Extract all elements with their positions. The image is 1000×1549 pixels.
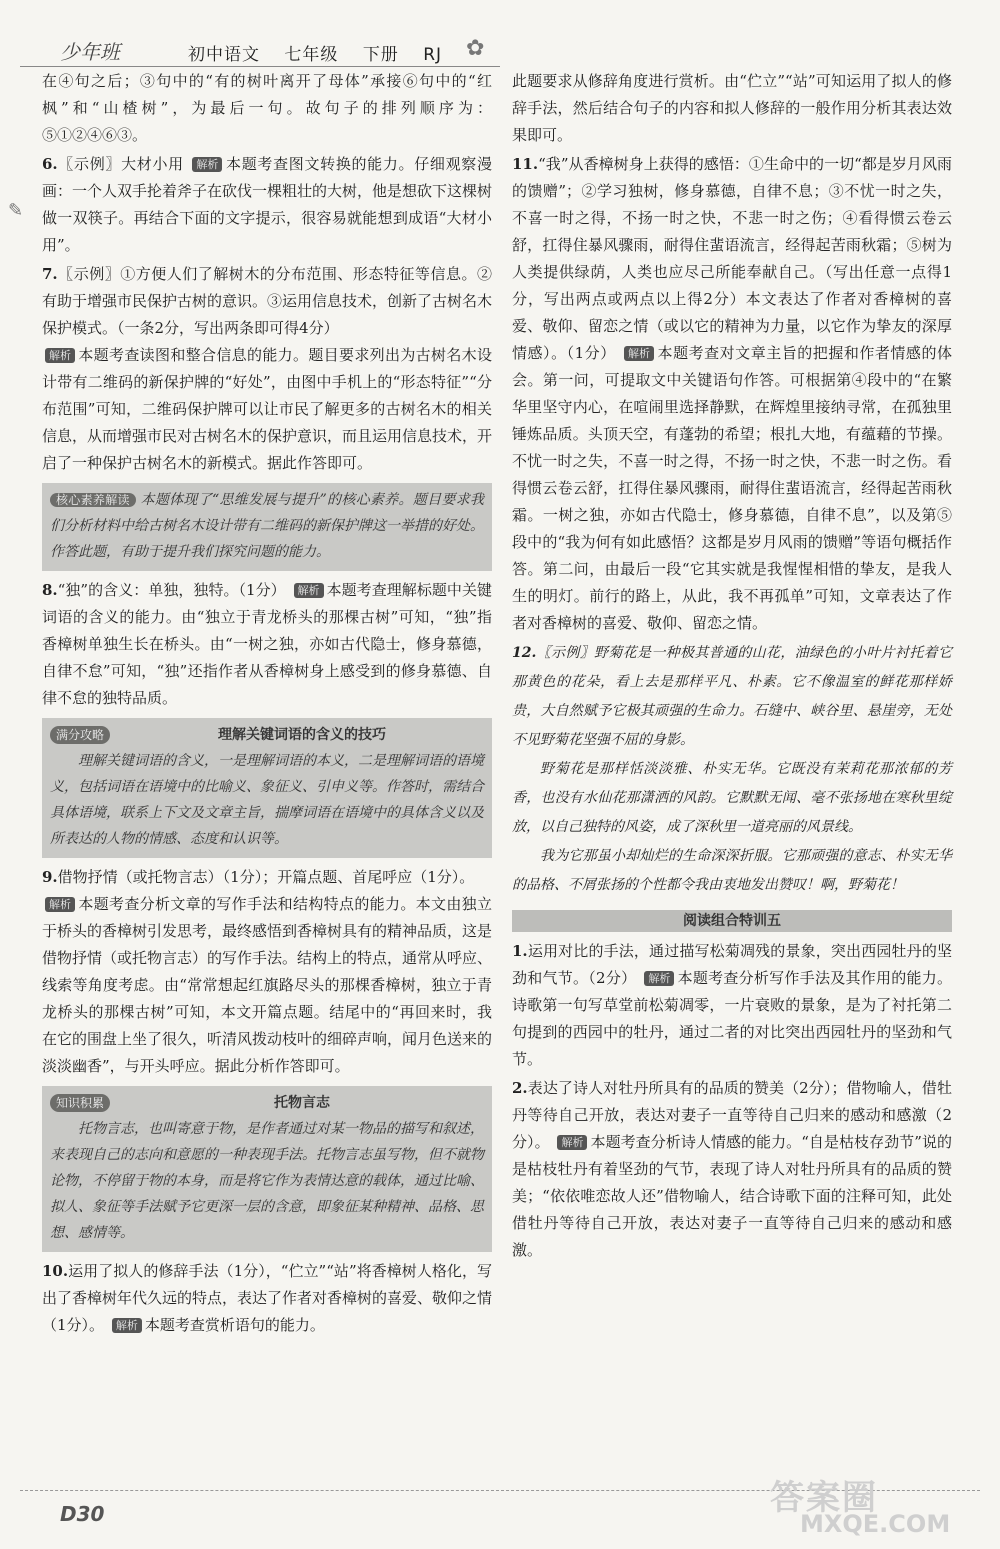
analysis-tag: 解析 — [45, 897, 75, 912]
doodle-deco-icon: ✎ — [8, 200, 24, 221]
q6-answer: 6.〖示例〗大材小用 解析 本题考查图文转换的能力。仔细观察漫画：一个人双手抡着斧子在砍伐一棵粗壮的大树，他是想砍下这棵树做一双筷子。再结合下面的文字提示，很容易就能想到成语“大材小用”。 — [42, 155, 493, 254]
analysis-tag: 解析 — [624, 346, 654, 361]
knowledge-label: 知识积累 — [50, 1094, 110, 1112]
q12-paragraph-2: 野菊花是那样恬淡淡雅、朴实无华。它既没有茉莉花那浓郁的芳香，也没有水仙花那潇洒的风韵。它默默无闻、毫不张扬地在寒秋里绽放，以自己独特的风姿，成了深秋里一道亮丽的风景线。 — [512, 761, 952, 835]
knowledge-text: 托物言志，也叫寄意于物，是作者通过对某一物品的描写和叙述，来表现自己的志向和意愿的一种表现手法。托物言志虽写物，但不就物论物，不停留于物的本身，而是将它作为表情达意的载体，通过比喻、拟人、象征等手法赋予它更深一层的含意，即象征某种精神、品格、思想、感情等。 — [50, 1121, 484, 1241]
core-literacy-box — [42, 483, 492, 571]
analysis-tag: 解析 — [112, 1318, 142, 1333]
grade: 七年级 — [284, 45, 339, 65]
q7-answer: 7.〖示例〗①方便人们了解树木的分布范围、形态特征等信息。②有助于增强市民保护古树的意识。③运用信息技术，创新了古树名木保护模式。（一条2分，写出两条即可得4分） 解析 本题考查读图和整合信息的能力。题目要求列出为古树名木设计带有二维码的新保护牌的“好处”，由图中手机上的“形态特征”“分布范围”可知，二维码保护牌可以让市民了解更多的古树名木的相关信息，从而增强市民对古树名木的保护意识，而且运用信息技术，开启了一种保护古树名木的新模式。据此作答即可。 — [42, 265, 493, 472]
q12-answer: 12.〖示例〗野菊花是一种极其普通的山花，油绿色的小叶片衬托着它那黄色的花朵，看上去是那样平凡、朴素。它不像温室的鲜花那样娇贵，大自然赋予它极其顽强的生命力。石缝中、峡谷里、悬崖旁，无处不见野菊花坚强不屈的身影。 野菊花是那样恬淡淡雅、朴实无华。它既没有茉莉花那浓郁的芳香，也没有水仙花那潇洒的风韵。它默默无闻、毫不张扬地在寒秋里绽放，以自己独特的风姿，成了深秋里一道亮丽的风景线。 我为它那虽小却灿烂的生命深深折服。它那顽强的意志、朴实无华的品格、不屑张扬的个性都令我由衷地发出赞叹！啊，野菊花！ — [512, 639, 952, 900]
core-literacy-text: 本题体现了“思维发展与提升”的核心素养。题目要求我们分析材料中给古树名木设计带有二维码的新保护牌这一举措的好处。作答此题，有助于提升我们探究问题的能力。 — [50, 492, 484, 560]
q10-answer: 10.运用了拟人的修辞手法（1分），“伫立”“站”将香樟树人格化，写出了香樟树年代久远的特点，表达了作者对香樟树的喜爱、敬仰之情（1分）。 解析 本题考查赏析语句的能力。 — [42, 1262, 493, 1334]
full-score-text: 理解关键词语的含义，一是理解词语的本义，二是理解词语的语境义，包括词语在语境中的比喻义、象征义、引申义等。作答时，需结合具体语境，联系上下文及文章主旨，揣摩词语在语境中的具体含义以及所表达的人物的情感、态度和认识等。 — [50, 753, 484, 847]
full-score-box — [42, 718, 492, 858]
cartoon-deco-icon: ✿ — [466, 36, 485, 61]
s2-answer: 2.表达了诗人对牡丹所具有的品质的赞美（2分）；借物喻人，借牡丹等待自己开放，表达对妻子一直等待自己归来的感动和感激（2分）。 解析 本题考查分析诗人情感的能力。“自是枯枝存劲节”说的是枯枝牡丹有着坚劲的气节，表现了诗人对牡丹所具有的品质的赞美；“依依唯恋故人还”借物喻人，结合诗歌下面的注释可知，此处借牡丹等待自己开放，表达对妻子一直等待自己归来的感动和感激。 — [512, 1079, 952, 1259]
header-meta — [188, 40, 460, 65]
analysis-tag: 解析 — [557, 1135, 587, 1150]
page-number: D30 — [60, 1502, 105, 1526]
full-score-label: 满分攻略 — [50, 726, 110, 744]
q12-paragraph-3: 我为它那虽小却灿烂的生命深深折服。它那顽强的意志、朴实无华的品格、不屑张扬的个性都令我由衷地发出赞叹！啊，野菊花！ — [512, 848, 952, 893]
volume: 下册 — [362, 45, 399, 65]
analysis-tag: 解析 — [45, 348, 75, 363]
q8-answer: 8.“独”的含义：单独，独特。（1分） 解析 本题考查理解标题中关键词语的含义的能力。由“独立于青龙桥头的那棵古树”可知，“独”指香樟树单独生长在桥头。由“一树之独，亦如古代隐士，修身慕德，自律不怠”可知，“独”还指作者从香樟树身上感受到的修身慕德、自律不怠的独特品质。 — [42, 581, 492, 707]
watermark-url: MXQE.COM — [800, 1510, 951, 1538]
q10-continued: 此题要求从修辞角度进行赏析。由“伫立”“站”可知运用了拟人的修辞手法，然后结合句子的内容和拟人修辞的一般作用分析其表达效果即可。 — [512, 72, 952, 144]
analysis-tag: 解析 — [294, 583, 324, 598]
s1-answer: 1.运用对比的手法，通过描写松菊凋残的景象，突出西园牡丹的坚劲和气节。（2分） 解析 本题考查分析写作手法及其作用的能力。诗歌第一句写草堂前松菊凋零，一片衰败的景象，是为了衬托第二句提到的西园中的牡丹，通过二者的对比突出西园牡丹的坚劲和气节。 — [512, 942, 952, 1068]
edition: RJ — [423, 45, 443, 65]
q9-answer: 9.借物抒情（或托物言志）（1分）；开篇点题、首尾呼应（1分）。 解析 本题考查分析文章的写作手法和结构特点的能力。本文由独立于桥头的香樟树引发思考，最终感悟到香樟树具有的精神品质，这是借物抒情（或托物言志）的写作手法。结构上的特点，通常从呼应、线索等角度考虑。由“常常想起红旗路尽头的那棵香樟树，独立于青龙桥头的那棵古树”可知，本文开篇点题。结尾中的“再回来时，我在它的围盘上坐了很久，听清风拨动枝叶的细碎声响，闻月色送来的淡淡幽香”，与开头呼应。据此分析作答即可。 — [42, 868, 493, 1075]
subject: 初中语文 — [188, 45, 260, 65]
left-column — [42, 68, 492, 1341]
full-score-title: 理解关键词语的含义的技巧 — [218, 727, 386, 743]
knowledge-title: 托物言志 — [274, 1095, 330, 1111]
q11-answer: 11.“我”从香樟树身上获得的感悟：①生命中的一切“都是岁月风雨的馈赠”；②学习独树，修身慕德，自律不息；③不忧一时之失，不喜一时之得，不扬一时之快，不悲一时之伤；④看得惯云卷云舒，扛得住暴风骤雨，耐得住蜚语流言，经得起苦雨秋霜；⑤树为人类提供绿荫，人类也应尽己所能奉献自己。（写出任意一点得1分，写出两点或两点以上得2分）本文表达了作者对香樟树的喜爱、敬仰、留恋之情（或以它的精神为力量，以它作为挚友的深厚情感）。（1分） 解析 本题考查对文章主旨的把握和作者情感的体会。第一问，可提取文中关键语句作答。可根据第④段中的“在繁华里坚守内心，在喧闹里选择静默，在辉煌里接纳寻常，在孤独里锤炼品质。头顶天空，有蓬勃的希望；根扎大地，有蕴藉的节操。不忧一时之失，不喜一时之得，不扬一时之快，不悲一时之伤。看得惯云卷云舒，扛得住暴风骤雨，耐得住蜚语流言，经得起苦雨秋霜。一树之独，亦如古代隐士，修身慕德，自律不息”，以及第⑤段中的“我为何有如此感悟？这都是岁月风雨的馈赠”等语句概括作答。第二问，由最后一段“它其实就是我惺惺相惜的挚友，是我人生的明灯。前行的路上，从此，我不再孤单”可知，文章表达了作者对香樟树的喜爱、敬仰、留恋之情。 — [512, 155, 952, 632]
section-title: 阅读组合特训五 — [512, 910, 952, 932]
watermark-logo: 答案圈 — [770, 1478, 878, 1518]
right-column — [512, 68, 952, 1266]
analysis-tag: 解析 — [644, 971, 674, 986]
core-literacy-label: 核心素养解读 — [50, 493, 136, 507]
page-header — [20, 30, 500, 67]
brand-logo: 少年班 — [60, 40, 120, 64]
knowledge-box — [42, 1086, 492, 1252]
para-continued: 在④句之后；③句中的“有的树叶离开了母体”承接⑥句中的“红枫”和“山楂树”，为最后一句。故句子的排列顺序为：⑤①②④⑥③。 — [42, 72, 492, 144]
analysis-tag: 解析 — [192, 157, 222, 172]
